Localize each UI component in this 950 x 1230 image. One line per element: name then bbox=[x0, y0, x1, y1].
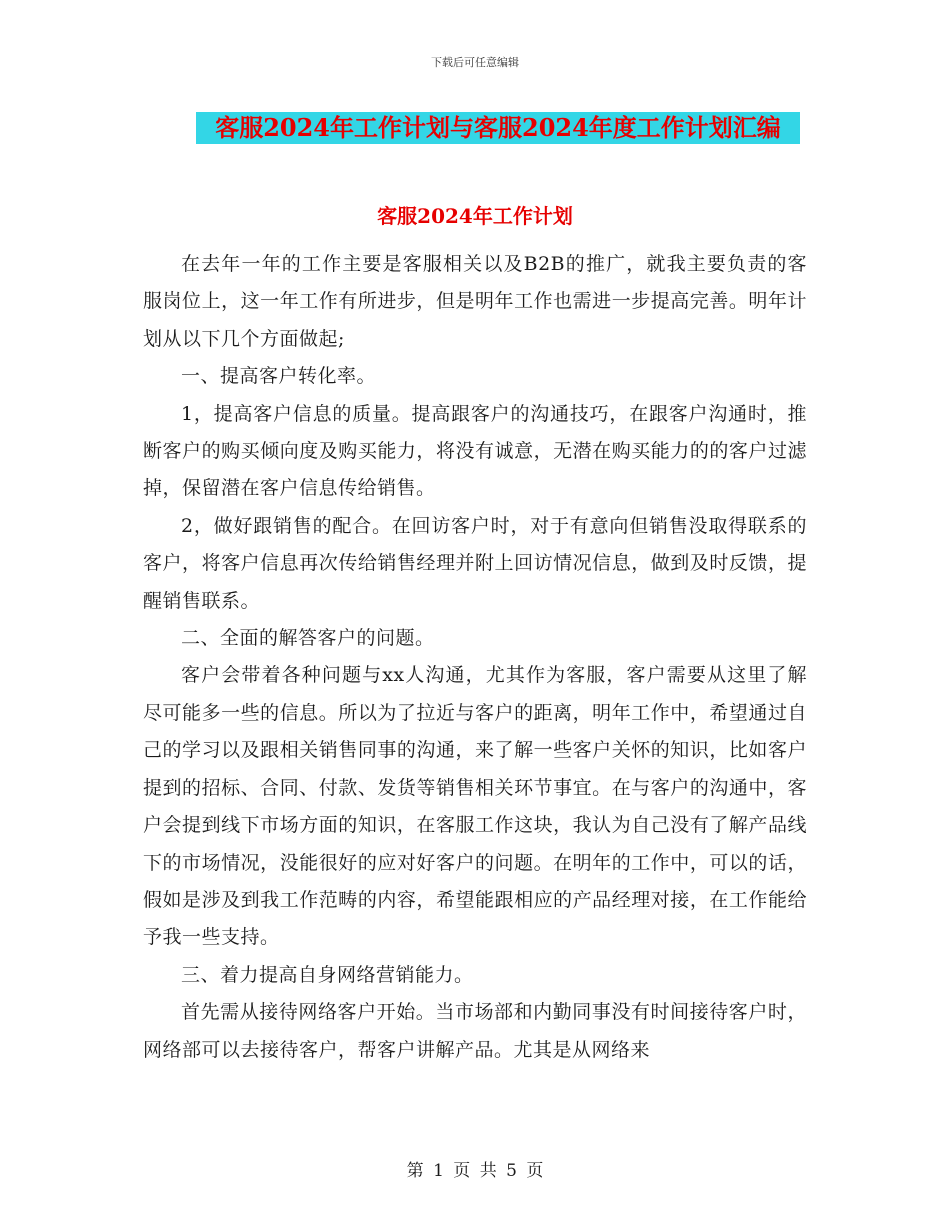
document-title: 客服2024年工作计划与客服2024年度工作计划汇编 bbox=[196, 112, 800, 144]
heading-three: 三、着力提高自身网络营销能力。 bbox=[181, 963, 474, 986]
paragraph-item-2: 2，做好跟销售的配合。在回访客户时，对于有意向但销售没取得联系的客户，将客户信息再次传给销售经理并附上回访情况信息，做到及时反馈，提醒销售联系。 bbox=[143, 514, 807, 612]
section-title: 客服2024年工作计划 bbox=[377, 204, 573, 228]
heading-one: 一、提高客户转化率。 bbox=[181, 365, 377, 388]
page-footer: 第 1 页 共 5 页 bbox=[406, 1161, 544, 1181]
body-text bbox=[143, 246, 807, 1069]
paragraph-intro: 在去年一年的工作主要是客服相关以及B2B的推广，就我主要负责的客服岗位上，这一年工作有所进步，但是明年工作也需进一步提高完善。明年计划从以下几个方面做起; bbox=[143, 253, 807, 350]
paragraph-item-1: 1，提高客户信息的质量。提高跟客户的沟通技巧，在跟客户沟通时，推断客户的购买倾向度及购买能力，将没有诚意，无潜在购买能力的的客户过滤掉，保留潜在客户信息传给销售。 bbox=[143, 402, 807, 500]
paragraph-network-marketing: 首先需从接待网络客户开始。当市场部和内勤同事没有时间接待客户时，网络部可以去接待客户，帮客户讲解产品。尤其是从网络来 bbox=[143, 1001, 807, 1061]
header-note: 下载后可任意编辑 bbox=[431, 56, 519, 69]
heading-two: 二、全面的解答客户的问题。 bbox=[181, 627, 435, 650]
paragraph-customer-questions: 客户会带着各种问题与xx人沟通，尤其作为客服，客户需要从这里了解尽可能多一些的信息。所以为了拉近与客户的距离，明年工作中，希望通过自己的学习以及跟相关销售同事的沟通，来了解一些客户关怀的知识，比如客户提到的招标、合同、付款、发货等销售相关环节事宜。在与客户的沟通中，客户会提到线下市场方面的知识，在客服工作这块，我认为自己没有了解产品线下的市场情况，没能很好的应对好客户的问题。在明年的工作中，可以的话，假如是涉及到我工作范畴的内容，希望能跟相应的产品经理对接，在工作能给予我一些支持。 bbox=[143, 664, 807, 949]
